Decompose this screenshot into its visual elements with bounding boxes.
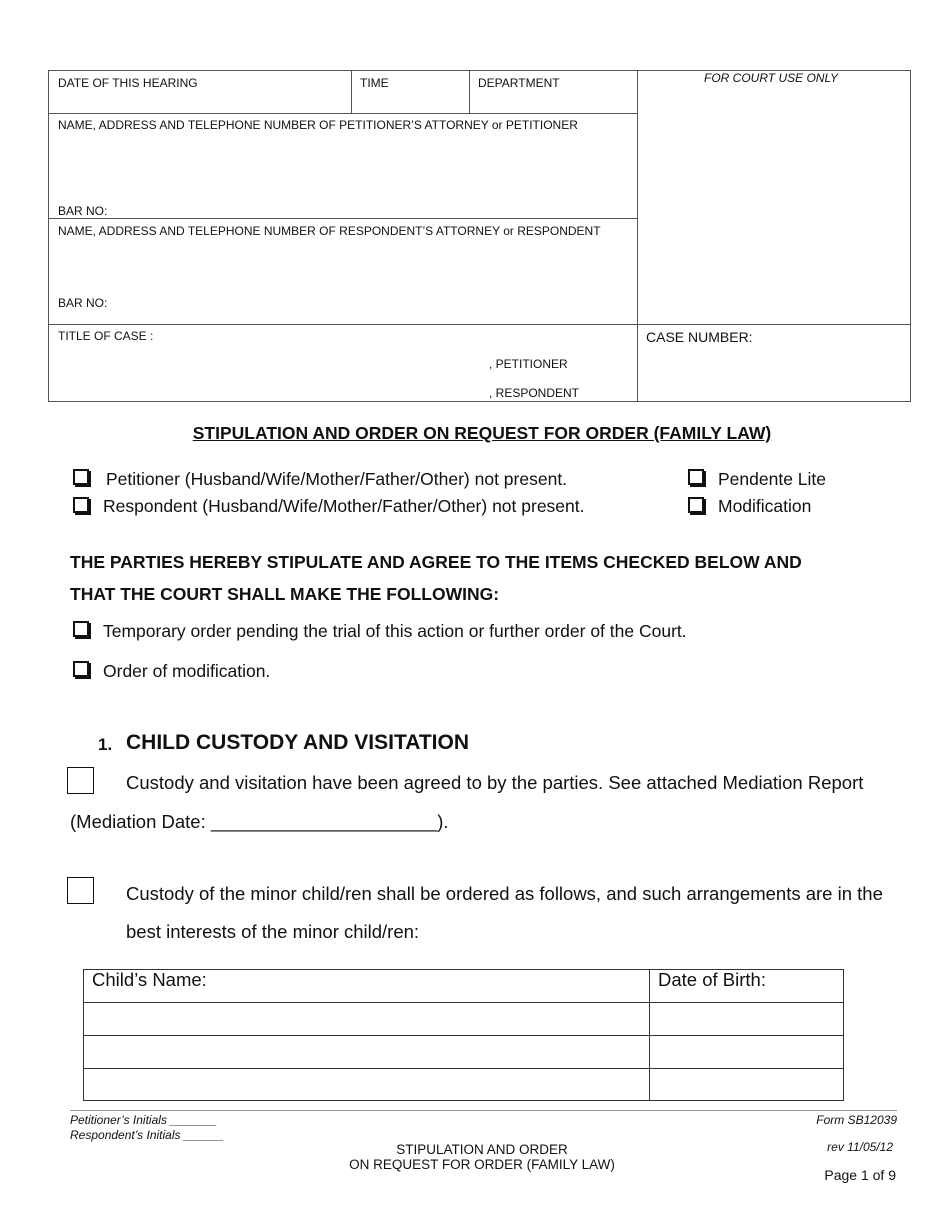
footer-center-line-2: ON REQUEST FOR ORDER (FAMILY LAW) (349, 1157, 615, 1172)
modification-checkbox[interactable] (688, 497, 704, 513)
footer-center-line-1: STIPULATION AND ORDER (396, 1142, 568, 1157)
footer-rule (70, 1110, 897, 1111)
date-of-birth-header: Date of Birth: (658, 969, 766, 990)
header-divider-main (637, 70, 638, 402)
revision-date: rev 11/05/12 (827, 1140, 893, 1154)
respondent-initials: Respondent’s Initials ______ (70, 1128, 224, 1142)
stipulate-line-1: THE PARTIES HEREBY STIPULATE AND AGREE TO THE ITEMS CHECKED BELOW AND (70, 552, 802, 572)
respondent-not-present-checkbox[interactable] (73, 497, 89, 513)
custody-ordered-line-1: Custody of the minor child/ren shall be ordered as follows, and such arrangements are in the (126, 883, 883, 904)
child-name-cell-1[interactable] (84, 1003, 649, 1035)
table-right (843, 969, 844, 1101)
header-border-left (48, 70, 49, 402)
custody-agreed-line-1: Custody and visitation have been agreed to by the parties. See attached Mediation Report (126, 772, 864, 793)
respondent-info-label: NAME, ADDRESS AND TELEPHONE NUMBER OF RESPONDENT’S ATTORNEY or RESPONDENT (58, 224, 601, 238)
header-row-line-3 (48, 324, 911, 325)
date-of-birth-cell-3[interactable] (650, 1069, 843, 1100)
form-number: Form SB12039 (816, 1113, 897, 1127)
for-court-use-label: FOR COURT USE ONLY (704, 71, 839, 85)
temporary-order-label: Temporary order pending the trial of this action or further order of the Court. (103, 621, 687, 641)
petitioner-not-present-checkbox[interactable] (73, 469, 89, 485)
respondent-not-present-label: Respondent (Husband/Wife/Mother/Father/Other) not present. (103, 496, 585, 516)
header-border-bottom (48, 401, 911, 402)
header-divider-time (351, 70, 352, 113)
header-row-line-1 (48, 113, 637, 114)
order-of-modification-label: Order of modification. (103, 661, 271, 681)
date-of-birth-cell-2[interactable] (650, 1036, 843, 1068)
respondent-suffix: , RESPONDENT (489, 386, 580, 400)
bar-no-petitioner-label: BAR NO: (58, 204, 108, 218)
time-label: TIME (360, 76, 389, 90)
page-number: Page 1 of 9 (824, 1167, 896, 1183)
section-1-heading: CHILD CUSTODY AND VISITATION (126, 731, 470, 754)
petitioner-info-label: NAME, ADDRESS AND TELEPHONE NUMBER OF PETITIONER’S ATTORNEY or PETITIONER (58, 118, 578, 132)
petitioner-initials: Petitioner’s Initials _______ (70, 1113, 217, 1127)
petitioner-not-present-label: Petitioner (Husband/Wife/Mother/Father/Other) not present. (106, 469, 568, 489)
header-border-right (910, 70, 911, 402)
date-of-hearing-label: DATE OF THIS HEARING (58, 76, 198, 90)
child-name-header: Child’s Name: (92, 969, 207, 990)
custody-agreed-line-2: (Mediation Date: ______________________). (70, 811, 449, 832)
case-number-label: CASE NUMBER: (646, 329, 753, 345)
section-1-number: 1. (98, 735, 113, 754)
custody-ordered-line-2: best interests of the minor child/ren: (126, 921, 420, 942)
document-title: STIPULATION AND ORDER ON REQUEST FOR ORDER (FAMILY LAW) (192, 423, 772, 443)
modification-label: Modification (718, 496, 812, 516)
date-of-birth-cell-1[interactable] (650, 1003, 843, 1035)
department-label: DEPARTMENT (478, 76, 560, 90)
order-of-modification-checkbox[interactable] (73, 661, 89, 677)
temporary-order-checkbox[interactable] (73, 621, 89, 637)
child-name-cell-2[interactable] (84, 1036, 649, 1068)
title-of-case-label: TITLE OF CASE : (58, 329, 154, 343)
custody-agreed-checkbox[interactable] (67, 767, 94, 794)
petitioner-suffix: , PETITIONER (489, 357, 568, 371)
header-divider-dept (469, 70, 470, 113)
pendente-lite-checkbox[interactable] (688, 469, 704, 485)
bar-no-respondent-label: BAR NO: (58, 296, 108, 310)
custody-ordered-checkbox[interactable] (67, 877, 94, 904)
table-bottom (83, 1100, 844, 1101)
child-name-cell-3[interactable] (84, 1069, 649, 1100)
pendente-lite-label: Pendente Lite (718, 469, 827, 489)
stipulate-line-2: THAT THE COURT SHALL MAKE THE FOLLOWING: (70, 584, 500, 604)
header-row-line-2 (48, 218, 637, 219)
